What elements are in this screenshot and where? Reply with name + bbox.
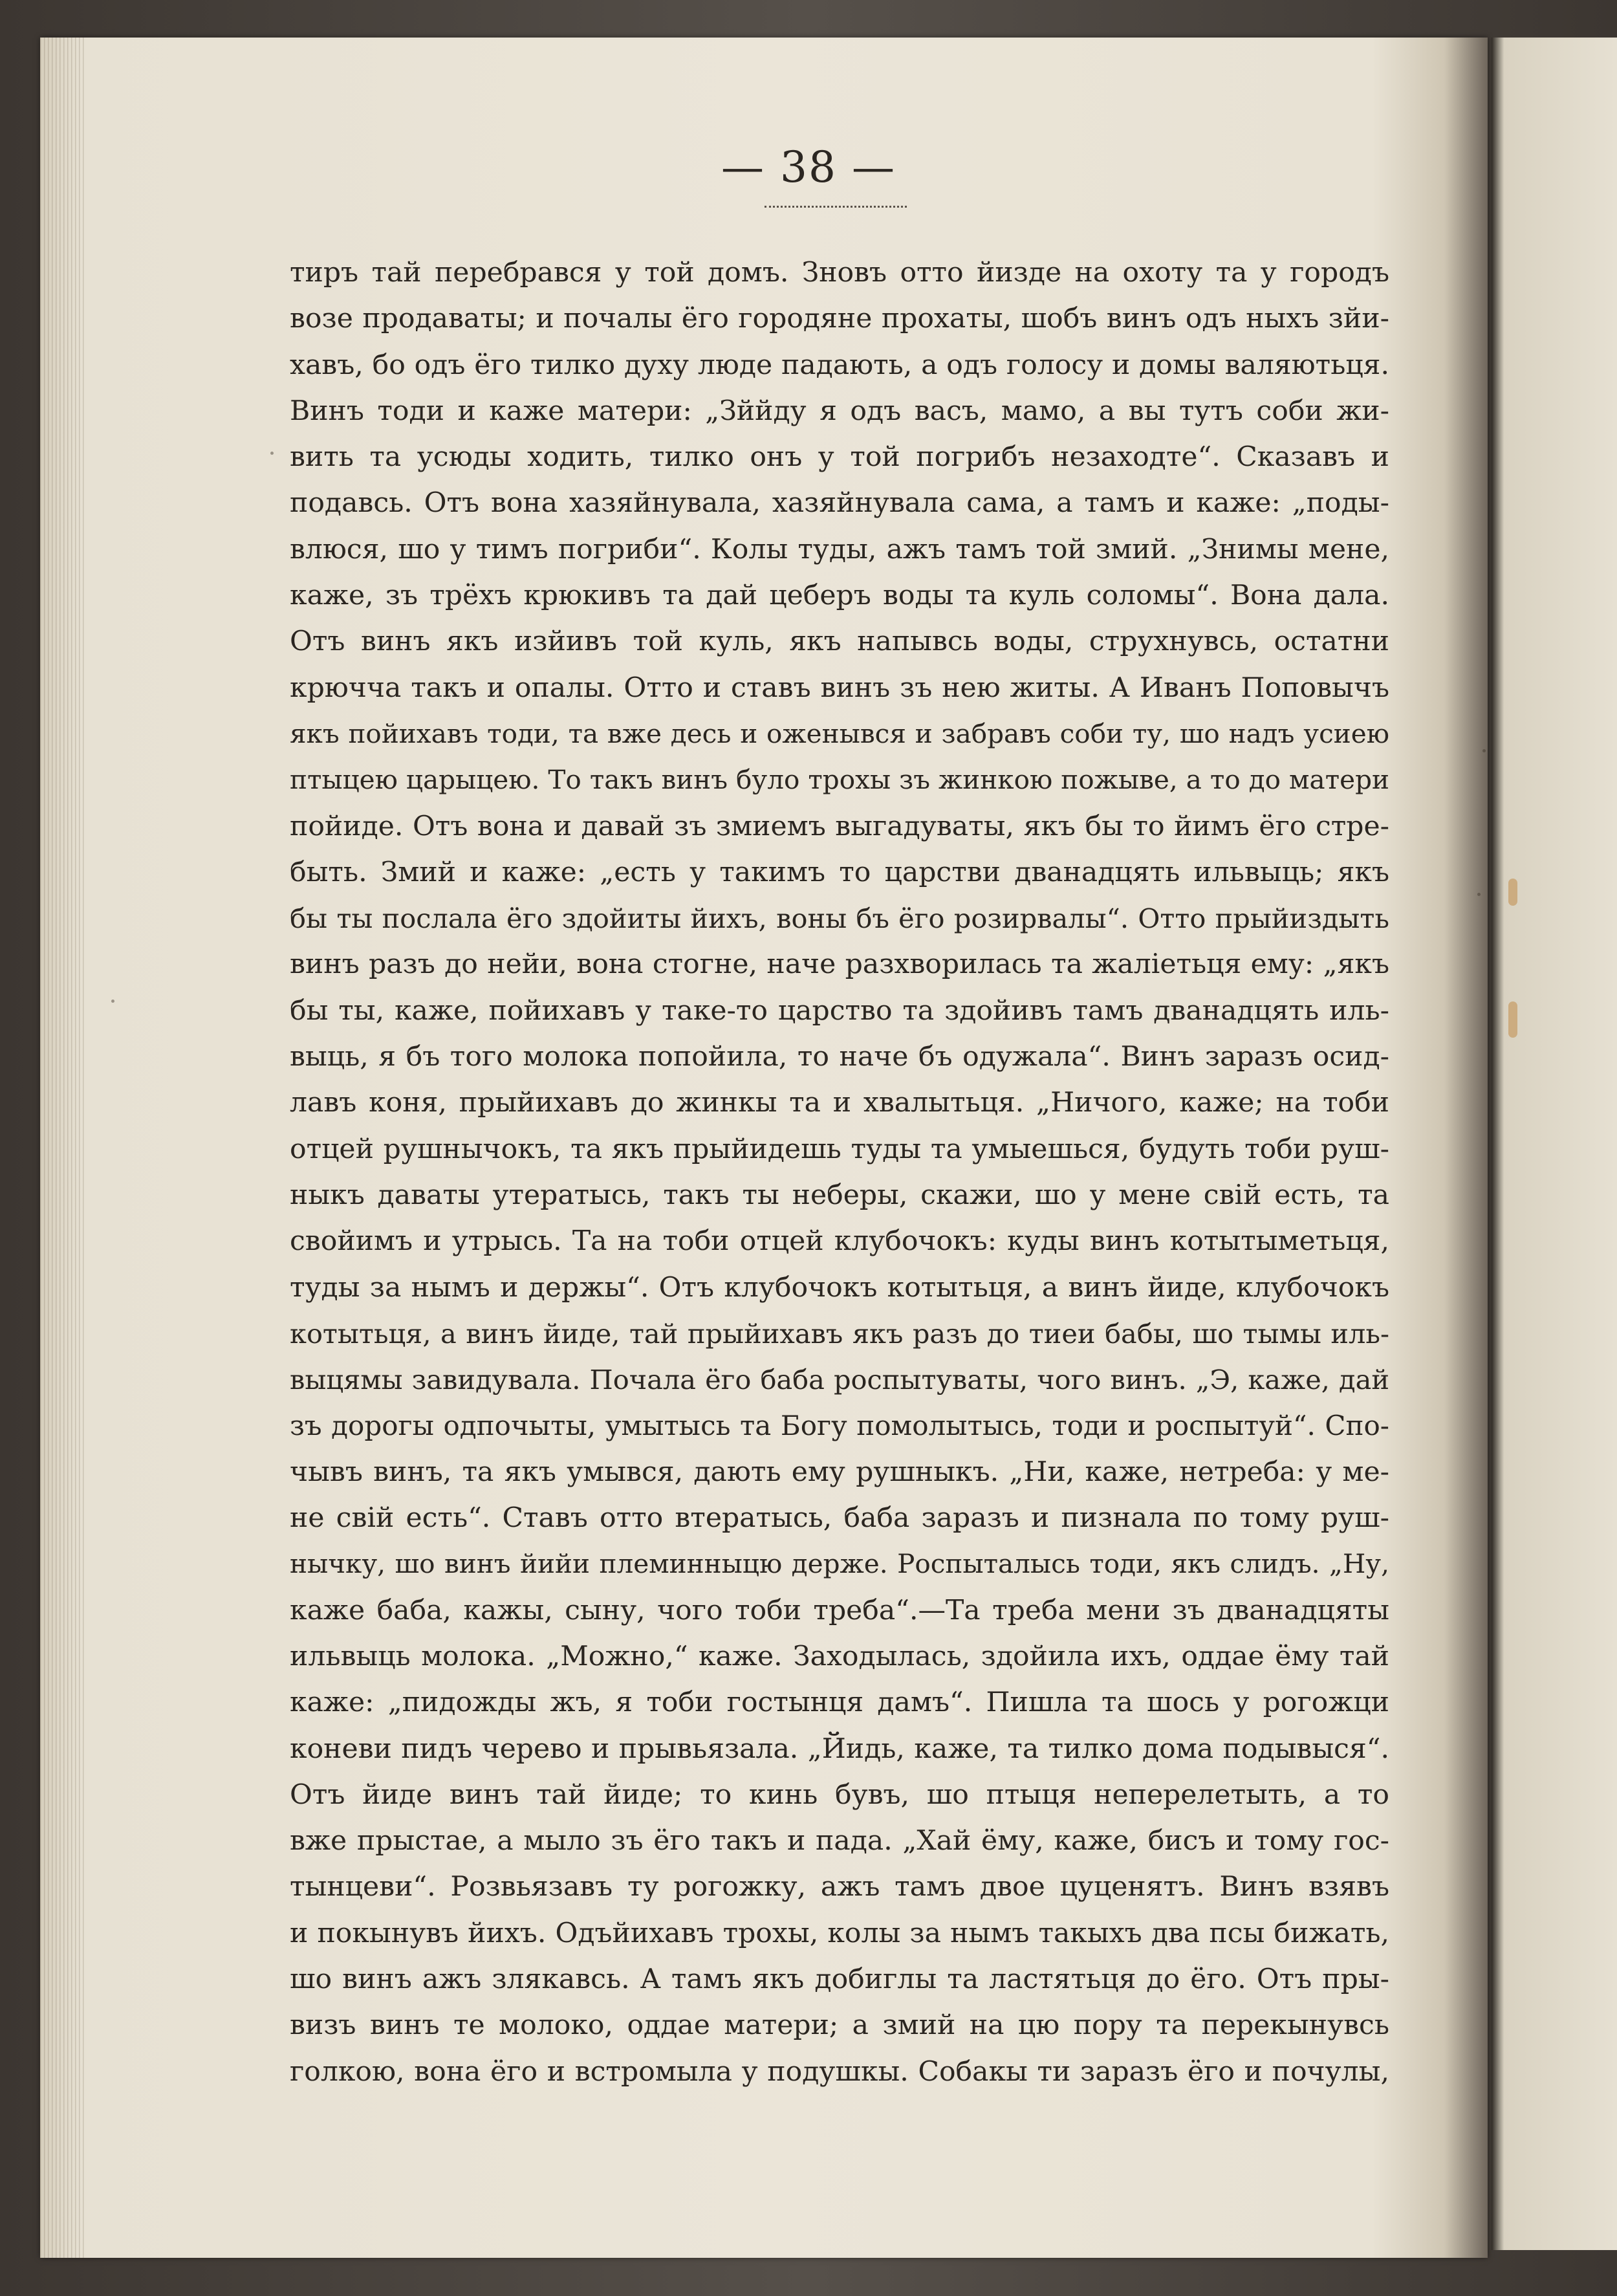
text-line: пойиде. Отъ вона и давай зъ змиемъ выгадуваты, якъ бы то йимъ ёго стре- bbox=[290, 810, 1389, 842]
text-line: влюся, шо у тимъ погриби“. Колы туды, ажъ тамъ той змий. „Знимы мене, bbox=[290, 533, 1389, 565]
text-line: птыцею царыцею. То такъ винъ було трохы зъ жинкою пожыве, а то до матери bbox=[290, 764, 1389, 796]
text-line: подавсь. Отъ вона хазяйнувала, хазяйнувала сама, а тамъ и каже: „поды- bbox=[290, 487, 1389, 519]
text-line: визъ винъ те молоко, оддае матери; а змий на цю пору та перекынувсь bbox=[290, 2009, 1389, 2042]
text-line: каже: „пидожды жъ, я тоби гостынця дамъ“. Пишла та шось у рогожци bbox=[290, 1687, 1389, 1719]
facing-page-edge bbox=[1492, 38, 1617, 2250]
text-line: коневи пидъ черево и прывьязала. „Йидь, каже, та тилко дома подывыся“. bbox=[290, 1733, 1389, 1765]
text-line: выць, я бъ того молока попойила, то наче бъ одужала“. Винъ заразъ осид- bbox=[290, 1041, 1389, 1073]
text-line: Винъ тоди и каже матери: „Зййду я одъ васъ, мамо, а вы тутъ соби жи- bbox=[290, 395, 1389, 427]
text-line: возе продаваты; и почалы ёго городяне прохаты, шобъ винъ одъ ныхъ зйи- bbox=[290, 303, 1389, 335]
page-number-underline bbox=[765, 206, 907, 210]
text-line: туды за нымъ и держы“. Отъ клубочокъ котытьця, а винъ йиде, клубочокъ bbox=[290, 1271, 1389, 1304]
text-line: крючча такъ и опалы. Отто и ставъ винъ зъ нею житы. А Иванъ Поповычъ bbox=[290, 672, 1389, 704]
page-edges bbox=[40, 38, 85, 2258]
text-line: тынцеви“. Розвьязавъ ту рогожку, ажъ тамъ двое цуценятъ. Винъ взявъ bbox=[290, 1871, 1389, 1903]
text-line: якъ пойихавъ тоди, та вже десь и оженывся и забравъ соби ту, шо надъ усиею bbox=[290, 717, 1389, 749]
text-line: не свій есть“. Ставъ отто втератысь, баба заразъ и пизнала по тому руш- bbox=[290, 1502, 1389, 1535]
text-line: вже прыстае, а мыло зъ ёго такъ и пада. „Хай ёму, каже, бисъ и тому гос- bbox=[290, 1825, 1389, 1857]
text-line: каже баба, кажы, сыну, чого тоби треба“.—Та треба мени зъ дванадцяты bbox=[290, 1594, 1389, 1626]
text-line: тиръ тай перебрався у той домъ. Зновъ отто йизде на охоту та у городъ bbox=[290, 257, 1389, 289]
text-line: лавъ коня, прыйихавъ до жинкы та и хвалытьця. „Ничого, каже; на тоби bbox=[290, 1087, 1389, 1119]
text-line: быть. Змий и каже: „есть у такимъ то царстви дванадцять ильвыць; якъ bbox=[290, 856, 1389, 888]
body-text bbox=[290, 250, 1389, 2095]
text-line: отцей рушнычокъ, та якъ прыйидешь туды та умыешься, будуть тоби руш- bbox=[290, 1133, 1389, 1165]
text-line: свойимъ и утрысь. Та на тоби отцей клубочокъ: куды винъ котытыметьця, bbox=[290, 1225, 1389, 1258]
text-line: Отъ йиде винъ тай йиде; то кинь бувъ, шо птыця неперелетыть, а то bbox=[290, 1778, 1389, 1811]
text-line: нычку, шо винъ йийи племинныцю держе. Роспыталысь тоди, якъ слидъ. „Ну, bbox=[290, 1548, 1389, 1580]
text-line: винъ разъ до нейи, вона стогне, наче разхворилась та жаліетьця ему: „якъ bbox=[290, 948, 1389, 981]
page-number: — 38 — bbox=[721, 142, 896, 192]
text-line: ильвыць молока. „Можно,“ каже. Заходылась, здойила ихъ, оддае ёму тай bbox=[290, 1640, 1389, 1672]
text-line: выцямы завидувала. Почала ёго баба роспытуваты, чого винъ. „Э, каже, дай bbox=[290, 1364, 1389, 1396]
text-line: чывъ винъ, та якъ умывся, дають ему рушныкъ. „Ни, каже, нетреба: у ме- bbox=[290, 1456, 1389, 1488]
text-line: шо винъ ажъ злякавсь. А тамъ якъ добиглы та ластятьця до ёго. Отъ пры- bbox=[290, 1963, 1389, 1995]
text-line: котытьця, а винъ йиде, тай прыйихавъ якъ разъ до тиеи бабы, шо тымы иль- bbox=[290, 1317, 1389, 1350]
text-line: и покынувъ йихъ. Одъйихавъ трохы, колы за нымъ такыхъ два псы бижать, bbox=[290, 1917, 1389, 1949]
stain-mark bbox=[1508, 879, 1517, 906]
text-line: голкою, вона ёго и встромыла у подушкы. Собакы ти заразъ ёго и почулы, bbox=[290, 2055, 1389, 2088]
text-line: каже, зъ трёхъ крюкивъ та дай цеберъ воды та куль соломы“. Вона дала. bbox=[290, 580, 1389, 612]
stain-mark bbox=[1508, 1001, 1517, 1038]
text-line: хавъ, бо одъ ёго тилко духу люде падають, а одъ голосу и домы валяютьця. bbox=[290, 349, 1389, 381]
text-line: зъ дорогы одпочыты, умытысь та Богу помолытысь, тоди и роспытуй“. Спо- bbox=[290, 1410, 1389, 1442]
text-line: Отъ винъ якъ изйивъ той куль, якъ напывсь воды, струхнувсь, остатни bbox=[290, 626, 1389, 658]
text-line: бы ты, каже, пойихавъ у таке-то царство та здойивъ тамъ дванадцять иль- bbox=[290, 994, 1389, 1027]
text-line: вить та усюды ходить, тилко онъ у той погрибъ незаходте“. Сказавъ и bbox=[290, 441, 1389, 474]
text-line: ныкъ даваты утератысь, такъ ты неберы, скажи, шо у мене свій есть, та bbox=[290, 1179, 1389, 1211]
text-line: бы ты послала ёго здойиты йихъ, воны бъ ёго розирвалы“. Отто прыйиздыть bbox=[290, 902, 1389, 935]
